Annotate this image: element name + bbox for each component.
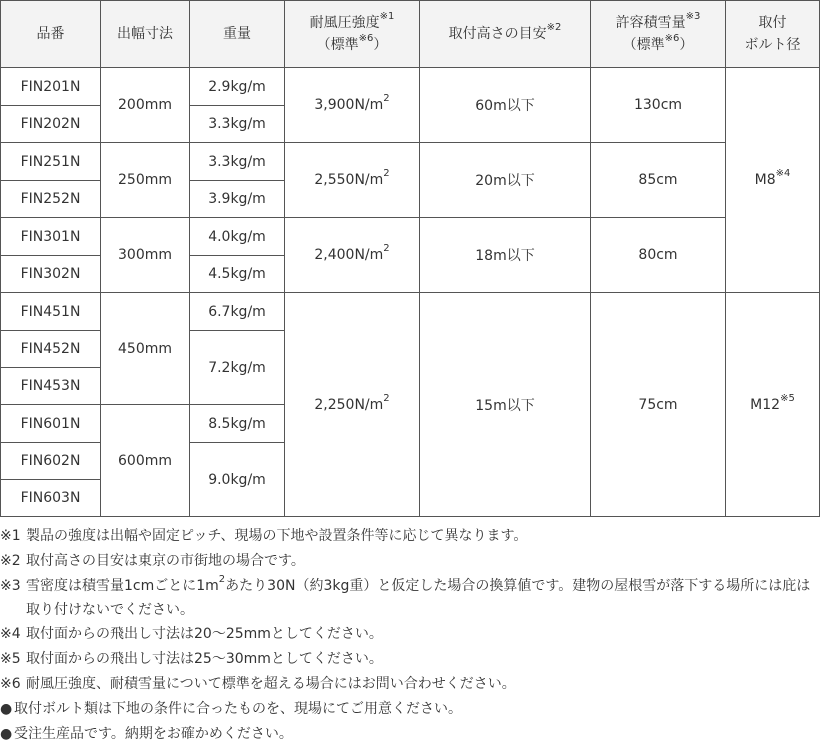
weight-cell: 3.9kg/m bbox=[190, 181, 285, 218]
install-height-cell: 15m以下 bbox=[420, 293, 591, 517]
note-item bbox=[0, 672, 818, 697]
superscript: 2 bbox=[383, 392, 390, 404]
note-item bbox=[0, 697, 818, 722]
product-cell: FIN252N bbox=[1, 181, 101, 218]
wind-pressure-cell bbox=[285, 218, 420, 293]
bolt-cell bbox=[726, 68, 820, 293]
note-mark: ※6 bbox=[0, 676, 21, 692]
header-wind-pressure-label: 耐風圧強度 bbox=[309, 15, 380, 31]
wind-pressure-value: 2,550N/m bbox=[314, 172, 384, 188]
note-text-part: 雪密度は積雪量1cmごとに1m bbox=[26, 578, 219, 594]
wind-pressure-cell bbox=[285, 293, 420, 517]
bolt-value: M8 bbox=[754, 172, 776, 188]
weight-cell: 8.5kg/m bbox=[190, 405, 285, 443]
header-bolt-line1: 取付 bbox=[758, 15, 787, 31]
snow-load-cell: 80cm bbox=[591, 218, 726, 293]
product-cell: FIN603N bbox=[1, 480, 101, 517]
note-text: 受注生産品です。納期をお確かめください。 bbox=[14, 726, 293, 742]
superscript: 2 bbox=[383, 243, 390, 255]
note-item bbox=[0, 574, 818, 622]
snow-load-cell: 130cm bbox=[591, 68, 726, 143]
note-text: 製品の強度は出幅や固定ピッチ、現場の下地や設置条件等に応じて異なります。 bbox=[26, 528, 528, 544]
note-text: 耐風圧強度、耐積雪量について標準を超える場合にはお問い合わせください。 bbox=[26, 676, 516, 692]
note-item bbox=[0, 622, 818, 647]
note-mark: ※1 bbox=[0, 528, 21, 544]
header-bolt bbox=[726, 1, 820, 68]
note-item bbox=[0, 524, 818, 549]
bolt-cell bbox=[726, 293, 820, 517]
weight-cell: 4.0kg/m bbox=[190, 218, 285, 256]
footnote-mark: ※6 bbox=[358, 33, 374, 45]
note-mark: ※4 bbox=[0, 626, 21, 642]
weight-cell: 6.7kg/m bbox=[190, 293, 285, 331]
superscript: 2 bbox=[218, 574, 226, 586]
header-snow-load bbox=[591, 1, 726, 68]
note-item bbox=[0, 549, 818, 574]
header-weight bbox=[190, 1, 285, 68]
header-snow-load-std: （標準 bbox=[622, 37, 665, 53]
header-wind-pressure-std-close: ） bbox=[373, 37, 388, 53]
weight-cell: 4.5kg/m bbox=[190, 256, 285, 293]
product-cell: FIN201N bbox=[1, 68, 101, 106]
header-snow-load-std-close: ） bbox=[679, 37, 694, 53]
footnote-mark: ※6 bbox=[664, 33, 680, 45]
table-row bbox=[1, 143, 820, 181]
header-projection bbox=[101, 1, 190, 68]
note-text: 取付高さの目安は東京の市街地の場合です。 bbox=[26, 553, 305, 569]
product-cell: FIN302N bbox=[1, 256, 101, 293]
table-row bbox=[1, 68, 820, 106]
product-cell: FIN452N bbox=[1, 331, 101, 368]
weight-cell: 3.3kg/m bbox=[190, 106, 285, 143]
wind-pressure-value: 2,400N/m bbox=[314, 247, 384, 263]
footnote-mark: ※5 bbox=[780, 392, 795, 404]
notes-list bbox=[0, 524, 818, 747]
header-projection-label: 出幅寸法 bbox=[117, 26, 173, 42]
footnote-mark: ※4 bbox=[775, 168, 791, 180]
projection-cell: 300mm bbox=[101, 218, 190, 293]
note-item bbox=[0, 722, 818, 747]
note-mark: ※3 bbox=[0, 578, 21, 594]
table-row bbox=[1, 218, 820, 256]
weight-cell: 3.3kg/m bbox=[190, 143, 285, 181]
weight-cell: 9.0kg/m bbox=[190, 443, 285, 517]
note-mark: ※5 bbox=[0, 651, 21, 667]
snow-load-cell: 85cm bbox=[591, 143, 726, 218]
bullet-icon: ● bbox=[0, 701, 13, 717]
table-header-row bbox=[1, 1, 820, 68]
snow-load-cell: 75cm bbox=[591, 293, 726, 517]
note-text bbox=[26, 574, 818, 622]
projection-cell: 200mm bbox=[101, 68, 190, 143]
footnote-mark: ※1 bbox=[379, 11, 395, 23]
header-product-no bbox=[1, 1, 101, 68]
product-cell: FIN602N bbox=[1, 443, 101, 480]
bolt-value: M12 bbox=[750, 396, 781, 413]
projection-cell: 600mm bbox=[101, 405, 190, 517]
note-text-part: あたり30N（約3kg重）と仮定した場合の換算値です。建物の屋根雪が落下する場所には庇は取り付けないでください。 bbox=[26, 578, 811, 618]
header-install-height-label: 取付高さの目安 bbox=[448, 26, 547, 42]
product-cell: FIN251N bbox=[1, 143, 101, 181]
weight-cell: 7.2kg/m bbox=[190, 331, 285, 405]
product-cell: FIN601N bbox=[1, 405, 101, 443]
superscript: 2 bbox=[383, 93, 390, 105]
projection-cell: 250mm bbox=[101, 143, 190, 218]
footnote-mark: ※3 bbox=[685, 11, 701, 23]
note-mark: ※2 bbox=[0, 553, 21, 569]
wind-pressure-cell bbox=[285, 143, 420, 218]
header-weight-label: 重量 bbox=[223, 26, 251, 42]
superscript: 2 bbox=[383, 168, 390, 180]
note-text: 取付面からの飛出し寸法は25～30mmとしてください。 bbox=[26, 651, 383, 667]
product-cell: FIN202N bbox=[1, 106, 101, 143]
header-wind-pressure-std: （標準 bbox=[316, 37, 359, 53]
header-bolt-line2: ボルト径 bbox=[744, 37, 801, 53]
note-item bbox=[0, 647, 818, 672]
install-height-cell: 60m以下 bbox=[420, 68, 591, 143]
footnote-mark: ※2 bbox=[546, 22, 562, 34]
product-cell: FIN453N bbox=[1, 368, 101, 405]
install-height-cell: 20m以下 bbox=[420, 143, 591, 218]
wind-pressure-value: 3,900N/m bbox=[314, 97, 384, 113]
product-cell: FIN301N bbox=[1, 218, 101, 256]
header-snow-load-label: 許容積雪量 bbox=[615, 15, 686, 31]
bullet-icon: ● bbox=[0, 726, 13, 742]
wind-pressure-cell bbox=[285, 68, 420, 143]
projection-cell: 450mm bbox=[101, 293, 190, 405]
weight-cell: 2.9kg/m bbox=[190, 68, 285, 106]
install-height-cell: 18m以下 bbox=[420, 218, 591, 293]
note-text: 取付面からの飛出し寸法は20～25mmとしてください。 bbox=[26, 626, 383, 642]
wind-pressure-value: 2,250N/m bbox=[314, 396, 384, 413]
header-product-no-label: 品番 bbox=[36, 26, 65, 42]
product-cell: FIN451N bbox=[1, 293, 101, 331]
header-wind-pressure bbox=[285, 1, 420, 68]
note-text: 取付ボルト類は下地の条件に合ったものを、現場にてご用意ください。 bbox=[14, 701, 462, 717]
header-install-height bbox=[420, 1, 591, 68]
table-row bbox=[1, 293, 820, 331]
